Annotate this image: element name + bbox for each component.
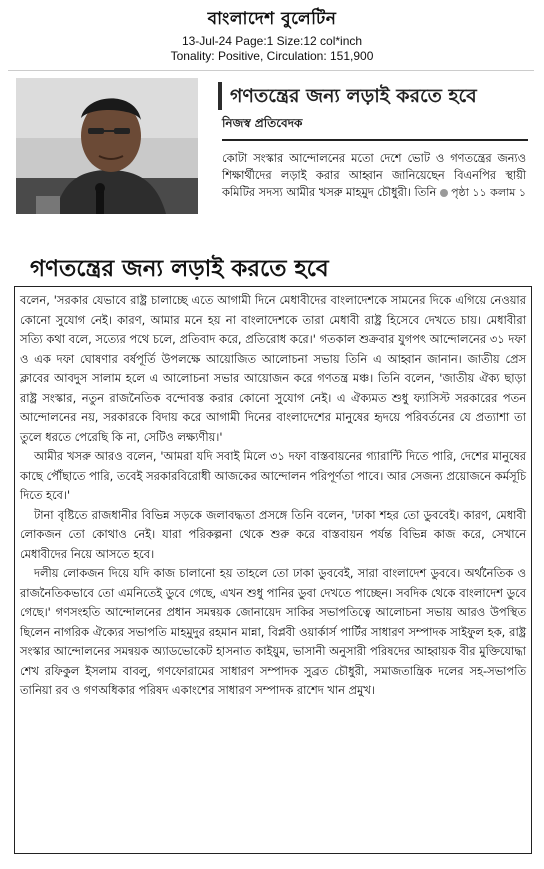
article-paragraph: আমীর খসরু আরও বলেন, 'আমরা যদি সবাই মিলে ৩১ দফা বাস্তবায়নের গ্যারান্টি দিতে পারি, দেশের মানুষের কাছে পৌঁছাতে পারি, তবেই সরকারবিরোধী আজকের আন্দোলন পরিপূর্ণতা পাবে। আর সেজন্য প্রয়োজনে কর্মসূচি দিতে হবে।' — [20, 449, 526, 502]
clipping-tonality-line: Tonality: Positive, Circulation: 151,900 — [170, 49, 374, 63]
continued-headline: গণতন্ত্রের জন্য লড়াই করতে হবে — [30, 256, 329, 282]
speaker-photo — [16, 78, 198, 214]
front-summary — [222, 150, 526, 201]
bullet-icon — [440, 189, 448, 197]
summary-text: কোটা সংস্কার আন্দোলনের মতো দেশে ভোট ও গণতন্ত্রের জন্যও শিক্ষার্থীদের লড়াই করার আহ্বান জানিয়েছেন বিএনপির স্থায়ী কমিটির সদস্য আমীর খসরু মাহমুদ চৌধুরী। তিনি — [222, 152, 526, 199]
continued-reference — [440, 184, 526, 201]
continued-ref-text: পৃষ্ঠা ১১ কলাম ১ — [451, 186, 526, 199]
article-paragraph: টানা বৃষ্টিতে রাজধানীর বিভিন্ন সড়কে জলাবদ্ধতা প্রসঙ্গে তিনি বলেন, 'ঢাকা শহর তো ডুববেই। কারণ, মেধাবী লোকজন তো কোথাও নেই। যারা পরিকল্পনা থেকে শুরু করে বাস্তবায়ন পর্যন্ত বিভিন্ন কাজ করে, সেখানে মেধাবীদের নিয়ে আসতে হবে। — [20, 507, 526, 561]
byline: নিজস্ব প্রতিবেদক — [222, 115, 528, 141]
article-paragraph: বলেন, 'সরকার যেভাবে রাষ্ট্র চালাচ্ছে এতে আগামী দিনে মেধাবীদের বাংলাদেশকে সামনের দিকে এগিয়ে নেওয়ার কোনো সুযোগ নেই। কারণ, আমার মনে হয় না বাংলাদেশকে তারা মেধাবী রাষ্ট্র হিসেবে দেখতে চায়। মেধাবীরা সত্যি কথা বলে, সত্যের পথে চলে, প্রতিবাদ করে, প্রতিরোধ করে।' গতকাল শুক্রবার যুগপৎ আন্দোলনের ৩১ দফা ও এক দফা ঘোষণার বর্ষপূর্তি উপলক্ষে আয়োজিত আলোচনা সভায় তিনি এ আহ্বান জানান। জাতীয় প্রেস ক্লাবের আবদুস সালাম হলে এ আলোচনা সভার আয়োজন করে গণতন্ত্র মঞ্চ। তিনি বলেন, 'জাতীয় ঐক্য ছাড়া রাষ্ট্র সংস্কার, নতুন রাজনৈতিক বন্দোবস্ত করার কোনো সুযোগ নেই। এ ঐক্যমত শুধু ফ্যাসিস্ট সরকারের পতন আন্দোলনের নয়, সরকারকে বিদায় করে আগামী দিনের বাংলাদেশের মানুষের হৃদয়ে পরিবর্তনের যে প্রত্যাশা তা তুলে ধরতে পেরেছি কি না, সেটিও লক্ষ্যণীয়।' — [20, 293, 526, 444]
article-paragraph: দলীয় লোকজন দিয়ে যদি কাজ চালানো হয় তাহলে তো ঢাকা ডুববেই, সারা বাংলাদেশ ডুববে। অর্থনৈতিক ও রাজনৈতিকভাবে তো এমনিতেই ডুবে গেছে, এখন শুধু পানির ডুবা দেখতে পাচ্ছেন। সবদিক থেকে বাংলাদেশ ডুবে গেছে।' গণসংহতি আন্দোলনের প্রধান সমন্বয়ক জোনায়েদ সাকির সভাপতিত্বে আলোচনা সভায় আরও উপস্থিত ছিলেন নাগরিক ঐক্যের সভাপতি মাহমুদুর রহমান মান্না, বিপ্লবী ওয়ার্কার্স পার্টির সাধারণ সম্পাদক সাইফুল হক, রাষ্ট্র সংস্কার আন্দোলনের সমন্বয়ক অ্যাডভোকেট হাসনাত কাইয়ুম, ভাসানী অনুসারী পরিষদের আহ্বায়ক বীর মুক্তিযোদ্ধা শেখ রফিকুল ইসলাম বাবলু, গণফোরামের সাধারণ সম্পাদক সুব্রত চৌধুরী, সমাজতান্ত্রিক দলের সহ-সভাপতি তানিয়া রব ও গণঅধিকার পরিষদ একাংশের সাধারণ সম্পাদক রাশেদ খান প্রমুখ। — [20, 566, 526, 697]
front-headline: গণতন্ত্রের জন্য লড়াই করতে হবে — [230, 85, 477, 107]
clipping-header — [0, 0, 544, 64]
clipping-date-line: 13-Jul-24 Page:1 Size:12 col*inch — [181, 34, 363, 48]
front-headline-bar — [218, 82, 540, 110]
article-body — [20, 291, 526, 701]
publication-name: বাংলাদেশ বুলেটিন — [207, 9, 337, 29]
